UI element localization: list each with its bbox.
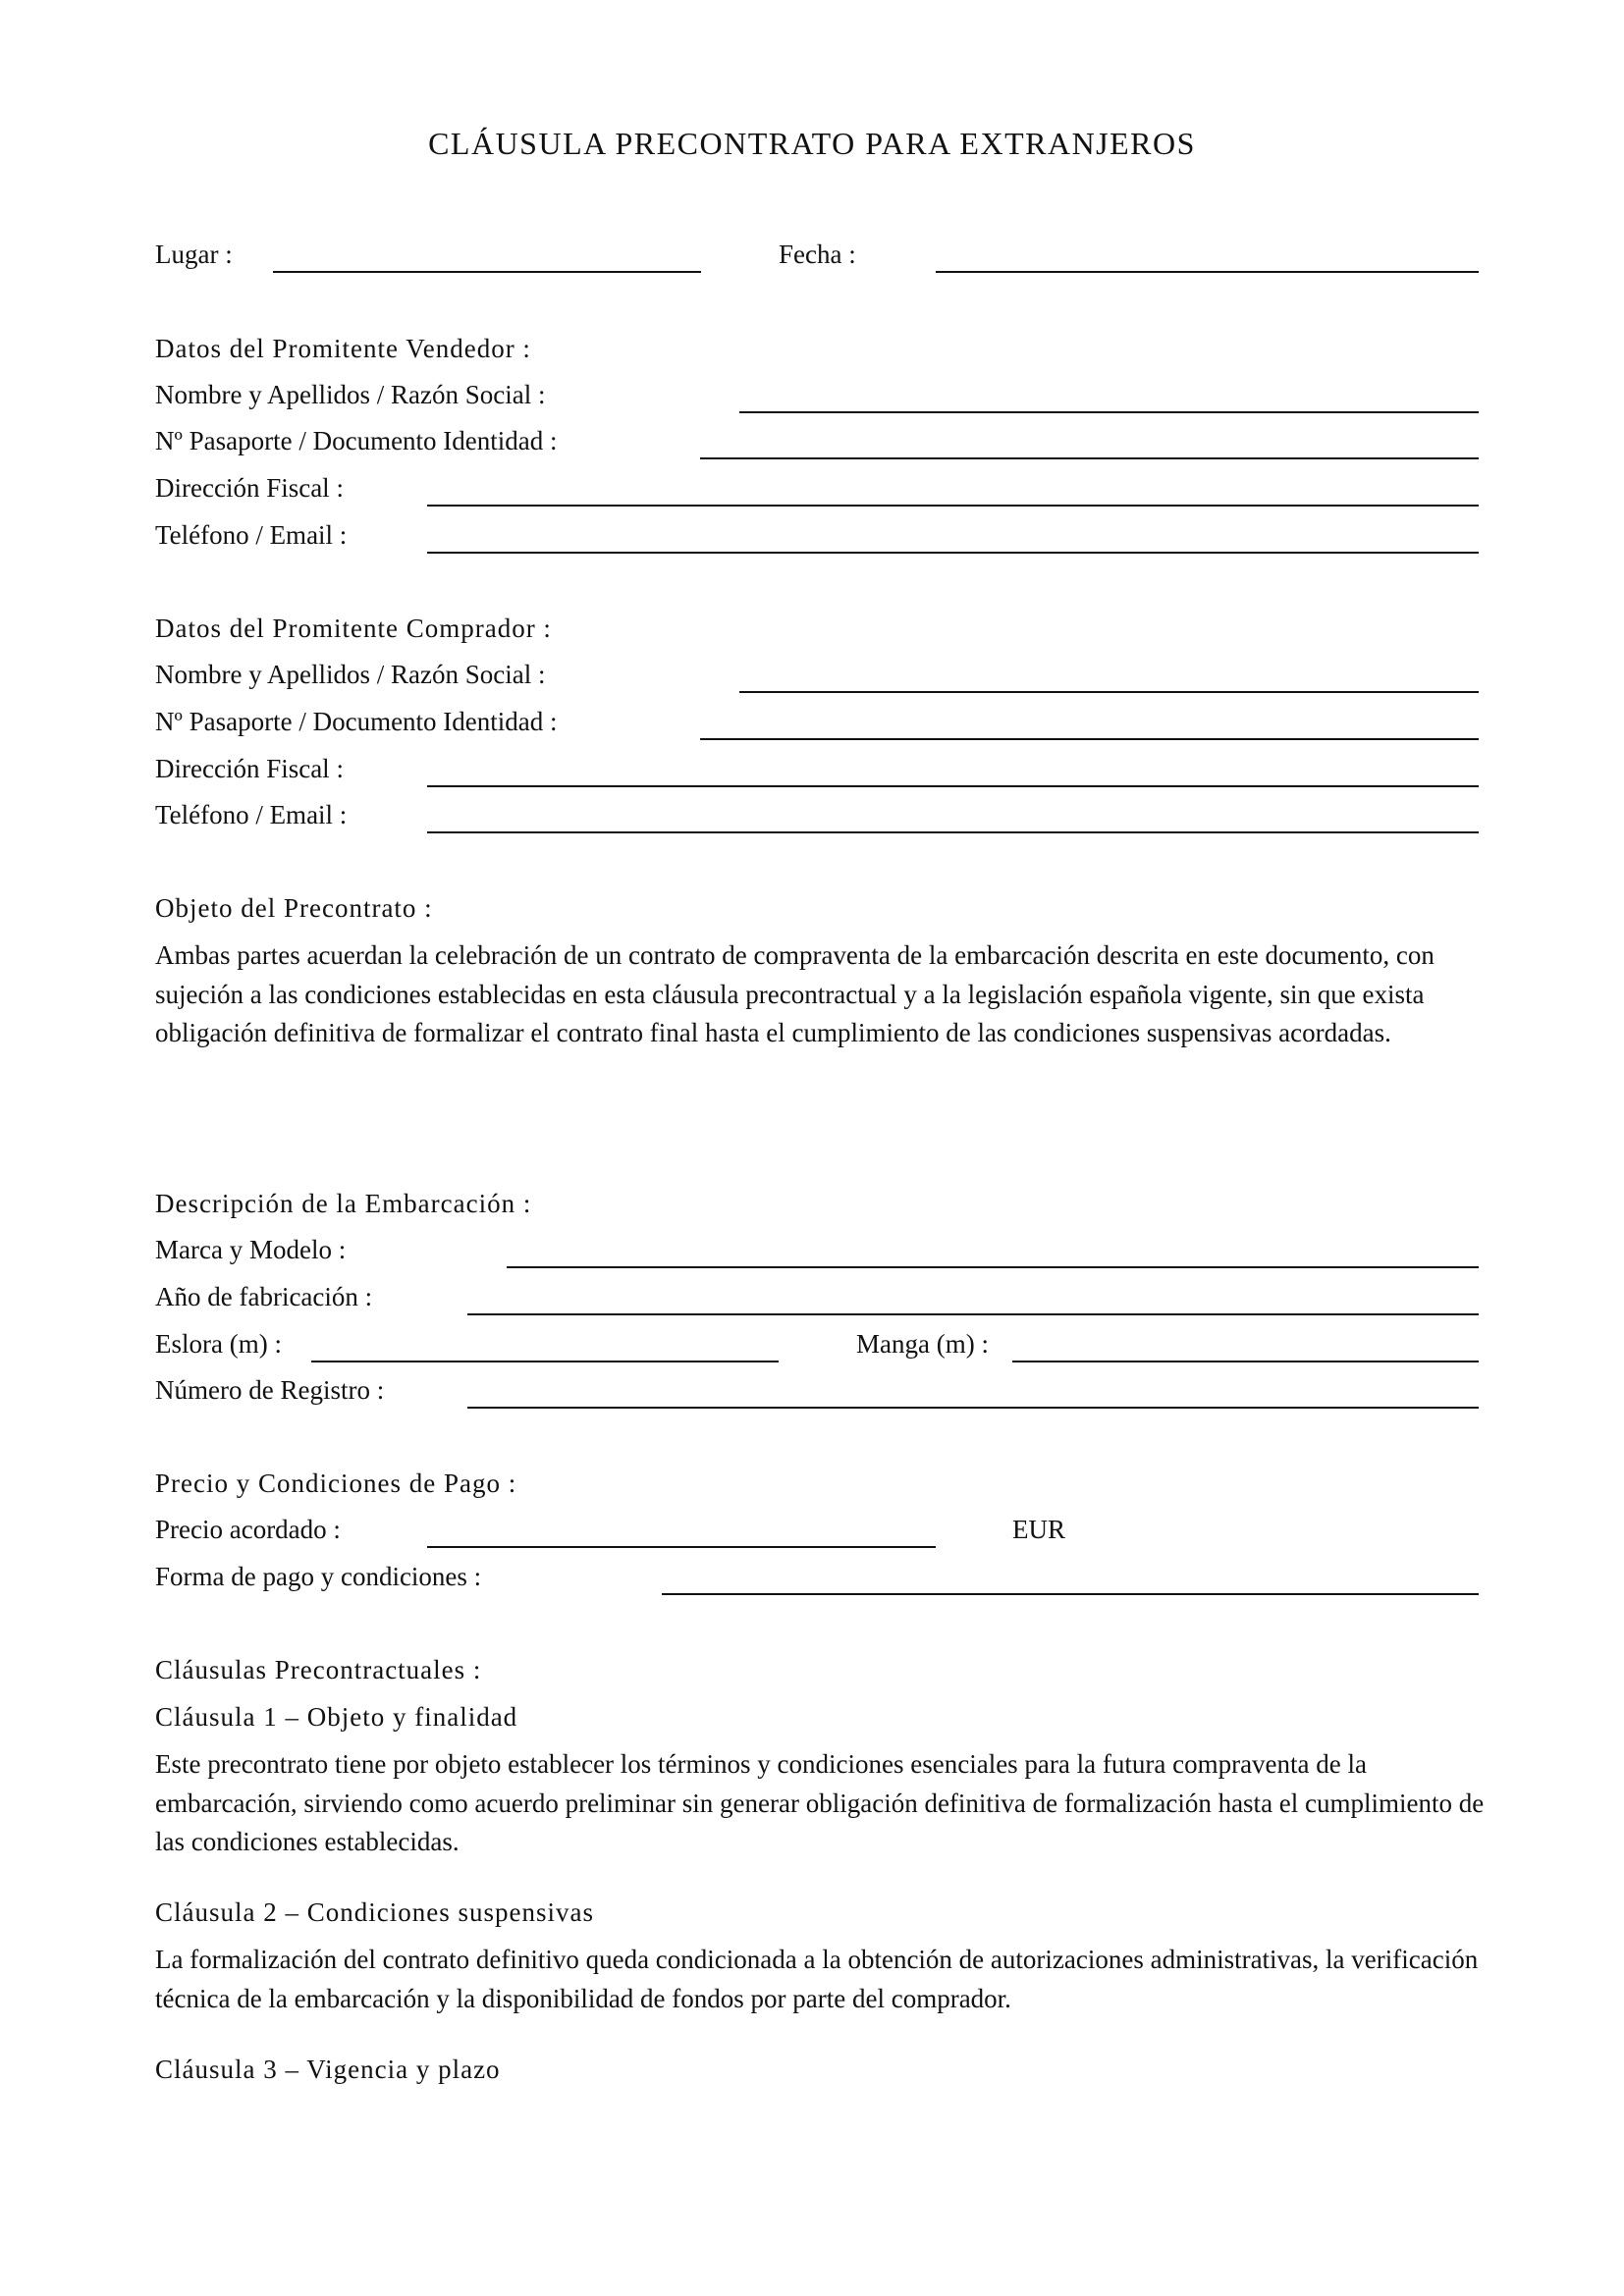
document-title: CLÁUSULA PRECONTRATO PARA EXTRANJEROS — [428, 126, 1196, 161]
buyer-name-label: Nombre y Apellidos / Razón Social : — [155, 660, 546, 689]
buyer-contact-field[interactable] — [427, 831, 1479, 833]
vessel-heading: Descripción de la Embarcación : — [155, 1189, 532, 1218]
clause-3-title: Cláusula 3 – Vigencia y plazo — [155, 2055, 501, 2084]
seller-passport-label: Nº Pasaporte / Documento Identidad : — [155, 426, 558, 455]
vessel-length-field[interactable] — [311, 1361, 779, 1362]
lugar-field[interactable] — [273, 271, 701, 273]
vessel-beam-field[interactable] — [1012, 1361, 1479, 1362]
price-heading: Precio y Condiciones de Pago : — [155, 1468, 517, 1498]
clause-1-text: Este precontrato tiene por objeto establecer los términos y condiciones esenciales para la futura compraventa de la embarcación, sirviendo como acuerdo preliminar sin generar obligación definitiva de formalización hasta el cumplimiento de las condiciones establecidas. — [155, 1749, 1485, 1856]
fecha-field[interactable] — [936, 271, 1479, 273]
vessel-model-label: Marca y Modelo : — [155, 1235, 347, 1264]
vessel-length-label: Eslora (m) : — [155, 1329, 282, 1359]
seller-passport-field[interactable] — [700, 457, 1479, 459]
vessel-model-field[interactable] — [507, 1266, 1479, 1268]
seller-address-field[interactable] — [427, 505, 1479, 507]
object-heading: Objeto del Precontrato : — [155, 893, 433, 923]
buyer-name-field[interactable] — [739, 691, 1479, 693]
seller-contact-field[interactable] — [427, 552, 1479, 554]
price-agreed-label: Precio acordado : — [155, 1515, 341, 1544]
clause-2-title: Cláusula 2 – Condiciones suspensivas — [155, 1897, 594, 1927]
vessel-beam-label: Manga (m) : — [856, 1329, 989, 1359]
price-agreed-field[interactable] — [427, 1546, 936, 1548]
seller-name-field[interactable] — [739, 411, 1479, 413]
seller-address-label: Dirección Fiscal : — [155, 473, 344, 503]
fecha-label: Fecha : — [779, 240, 856, 269]
lugar-label: Lugar : — [155, 240, 233, 269]
seller-name-label: Nombre y Apellidos / Razón Social : — [155, 380, 546, 409]
payment-field[interactable] — [662, 1593, 1479, 1595]
payment-label: Forma de pago y condiciones : — [155, 1562, 482, 1591]
buyer-passport-field[interactable] — [700, 738, 1479, 740]
buyer-address-field[interactable] — [427, 785, 1479, 787]
clause-2-text: La formalización del contrato definitivo queda condicionada a la obtención de autorizaciones administrativas, la verificación técnica de la embarcación y la disponibilidad de fondos por parte del comprador. — [155, 1945, 1479, 2013]
clauses-heading: Cláusulas Precontractuales : — [155, 1655, 482, 1684]
vessel-registry-label: Número de Registro : — [155, 1375, 385, 1405]
vessel-registry-field[interactable] — [467, 1407, 1479, 1409]
object-text: Ambas partes acuerdan la celebración de un contrato de compraventa de la embarcación descrita en este documento, con sujeción a las condiciones establecidas en esta cláusula precontractual y a la legislación española vigente, sin que exista obligación definitiva de formalizar el contrato final hasta el cumplimiento de las condiciones suspensivas acordadas. — [155, 940, 1435, 1047]
buyer-heading: Datos del Promitente Comprador : — [155, 614, 552, 643]
clause-1-title: Cláusula 1 – Objeto y finalidad — [155, 1702, 518, 1732]
buyer-contact-label: Teléfono / Email : — [155, 800, 348, 829]
seller-heading: Datos del Promitente Vendedor : — [155, 334, 531, 363]
buyer-passport-label: Nº Pasaporte / Documento Identidad : — [155, 707, 558, 736]
price-currency: EUR — [1012, 1515, 1065, 1544]
buyer-address-label: Dirección Fiscal : — [155, 754, 344, 783]
vessel-year-field[interactable] — [467, 1313, 1479, 1315]
seller-contact-label: Teléfono / Email : — [155, 520, 348, 550]
vessel-year-label: Año de fabricación : — [155, 1282, 373, 1311]
